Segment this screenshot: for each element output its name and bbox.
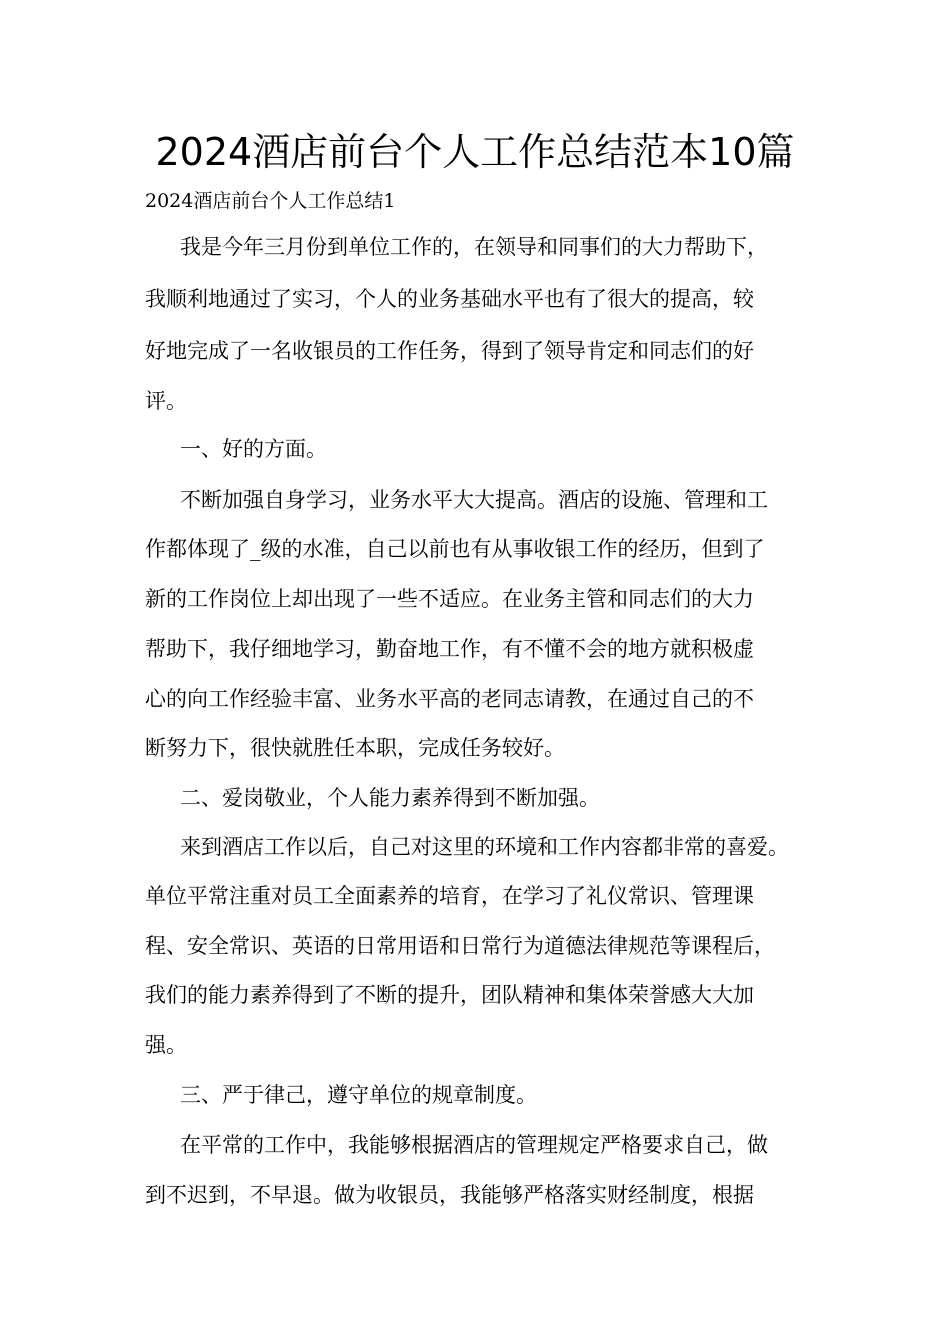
paragraph-line: 不断加强自身学习，业务水平大大提高。酒店的设施、管理和工 [180,488,768,512]
section-heading-good-aspects: 一、好的方面。 [180,437,327,461]
paragraph-line: 断努力下，很快就胜任本职，完成任务较好。 [145,736,565,760]
paragraph-line: 我是今年三月份到单位工作的，在领导和同事们的大力帮助下， [180,235,768,259]
paragraph-line: 心的向工作经验丰富、业务水平高的老同志请教，在通过自己的不 [145,687,754,711]
paragraph-line: 在平常的工作中，我能够根据酒店的管理规定严格要求自己，做 [180,1133,768,1157]
paragraph-line: 帮助下，我仔细地学习，勤奋地工作，有不懂不会的地方就积极虚 [145,637,754,661]
paragraph-line: 来到酒店工作以后，自己对这里的环境和工作内容都非常的喜爱。 [180,835,789,859]
paragraph-line: 作都体现了_级的水准，自己以前也有从事收银工作的经历，但到了 [145,537,765,561]
paragraph-line: 评。 [145,389,187,413]
section-heading: 2024酒店前台个人工作总结1 [145,190,396,212]
paragraph-line: 单位平常注重对员工全面素养的培育，在学习了礼仪常识、管理课 [145,884,754,908]
section-heading-discipline: 三、严于律己，遵守单位的规章制度。 [180,1083,537,1107]
paragraph-line: 强。 [145,1033,187,1057]
document-title: 2024酒店前台个人工作总结范本10篇 [155,130,795,174]
paragraph-line: 到不迟到，不早退。做为收银员，我能够严格落实财经制度，根据 [145,1183,754,1207]
paragraph-line: 新的工作岗位上却出现了一些不适应。在业务主管和同志们的大力 [145,587,754,611]
section-heading-dedication: 二、爱岗敬业，个人能力素养得到不断加强。 [180,786,600,810]
paragraph-line: 程、安全常识、英语的日常用语和日常行为道德法律规范等课程后， [145,934,775,958]
paragraph-line: 我们的能力素养得到了不断的提升，团队精神和集体荣誉感大大加 [145,983,754,1007]
paragraph-line: 好地完成了一名收银员的工作任务，得到了领导肯定和同志们的好 [145,339,754,363]
paragraph-line: 我顺利地通过了实习，个人的业务基础水平也有了很大的提高，较 [145,287,754,311]
